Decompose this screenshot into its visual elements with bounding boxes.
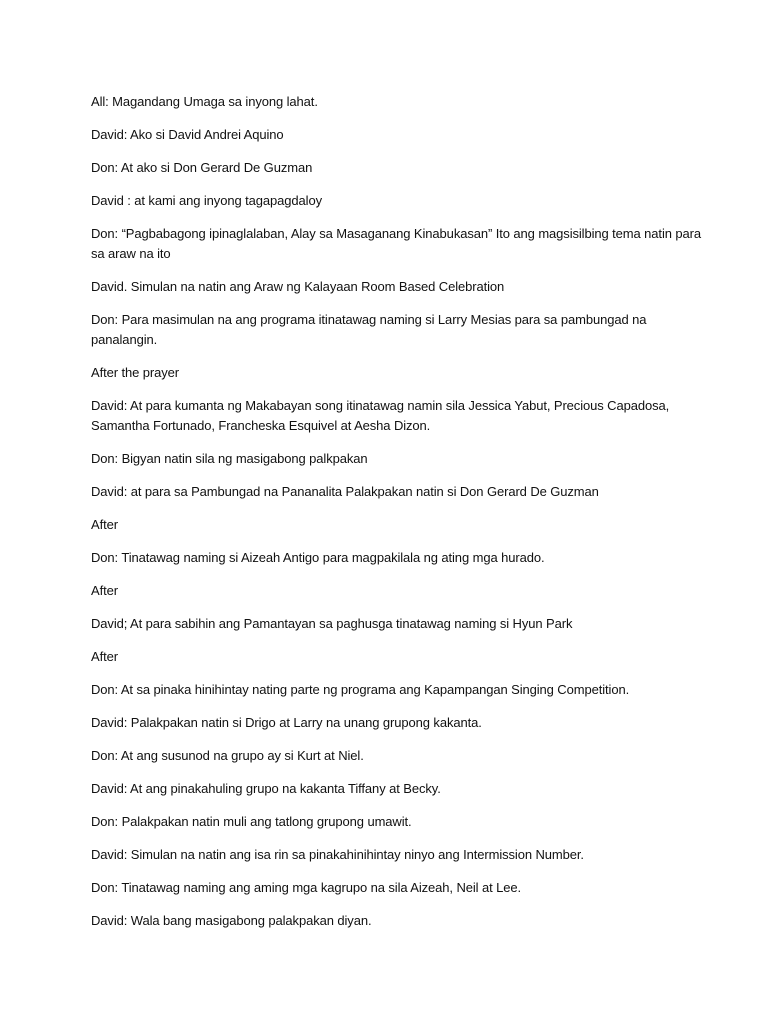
script-line-group-2: Don: At ang susunod na grupo ay si Kurt at Niel. — [91, 748, 364, 763]
script-line-david-intro: David: Ako si David Andrei Aquino — [91, 127, 284, 142]
script-line-prayer: Don: Para masimulan na ang programa itinatawag naming si Larry Mesias para sa pambungad na panalangin. — [91, 312, 647, 347]
script-line-don-intro: Don: At ako si Don Gerard De Guzman — [91, 160, 313, 175]
document-page — [91, 92, 711, 944]
script-line-after-prayer: After the prayer — [91, 365, 179, 380]
script-line-group-3: David: At ang pinakahuling grupo na kakanta Tiffany at Becky. — [91, 781, 441, 796]
script-line-after-1: After — [91, 517, 118, 532]
script-line-after-3: After — [91, 649, 118, 664]
script-line-intermission: David: Simulan na natin ang isa rin sa pinakahinihintay ninyo ang Intermission Number. — [91, 847, 584, 862]
script-line-applause-1: Don: Bigyan natin sila ng masigabong palkpakan — [91, 451, 368, 466]
script-line-applause-3: David: Wala bang masigabong palakpakan diyan. — [91, 913, 372, 928]
script-line-theme: Don: “Pagbabagong ipinaglalaban, Alay sa Masaganang Kinabukasan” Ito ang magsisilbing tema natin para sa araw na ito — [91, 226, 701, 261]
script-line-intermission-group: Don: Tinatawag naming ang aming mga kagrupo na sila Aizeah, Neil at Lee. — [91, 880, 522, 895]
script-line-group-1: David: Palakpakan natin si Drigo at Larry na unang grupong kakanta. — [91, 715, 482, 730]
script-line-applause-2: Don: Palakpakan natin muli ang tatlong grupong umawit. — [91, 814, 412, 829]
script-line-greeting: All: Magandang Umaga sa inyong lahat. — [91, 94, 318, 109]
script-line-hosts: David : at kami ang inyong tagapagdaloy — [91, 193, 322, 208]
script-line-start: David. Simulan na natin ang Araw ng Kalayaan Room Based Celebration — [91, 279, 505, 294]
script-line-judges: Don: Tinatawag naming si Aizeah Antigo para magpakilala ng ating mga hurado. — [91, 550, 545, 565]
script-line-opening-remarks: David: at para sa Pambungad na Pananalita Palakpakan natin si Don Gerard De Guzman — [91, 484, 599, 499]
script-line-song: David: At para kumanta ng Makabayan song itinatawag namin sila Jessica Yabut, Precious Capadosa, Samantha Fortunado, Francheska Esquivel at Aesha Dizon. — [91, 398, 670, 433]
script-line-competition: Don: At sa pinaka hinihintay nating parte ng programa ang Kapampangan Singing Competition. — [91, 682, 630, 697]
script-line-after-2: After — [91, 583, 118, 598]
script-line-criteria: David; At para sabihin ang Pamantayan sa paghusga tinatawag naming si Hyun Park — [91, 616, 573, 631]
